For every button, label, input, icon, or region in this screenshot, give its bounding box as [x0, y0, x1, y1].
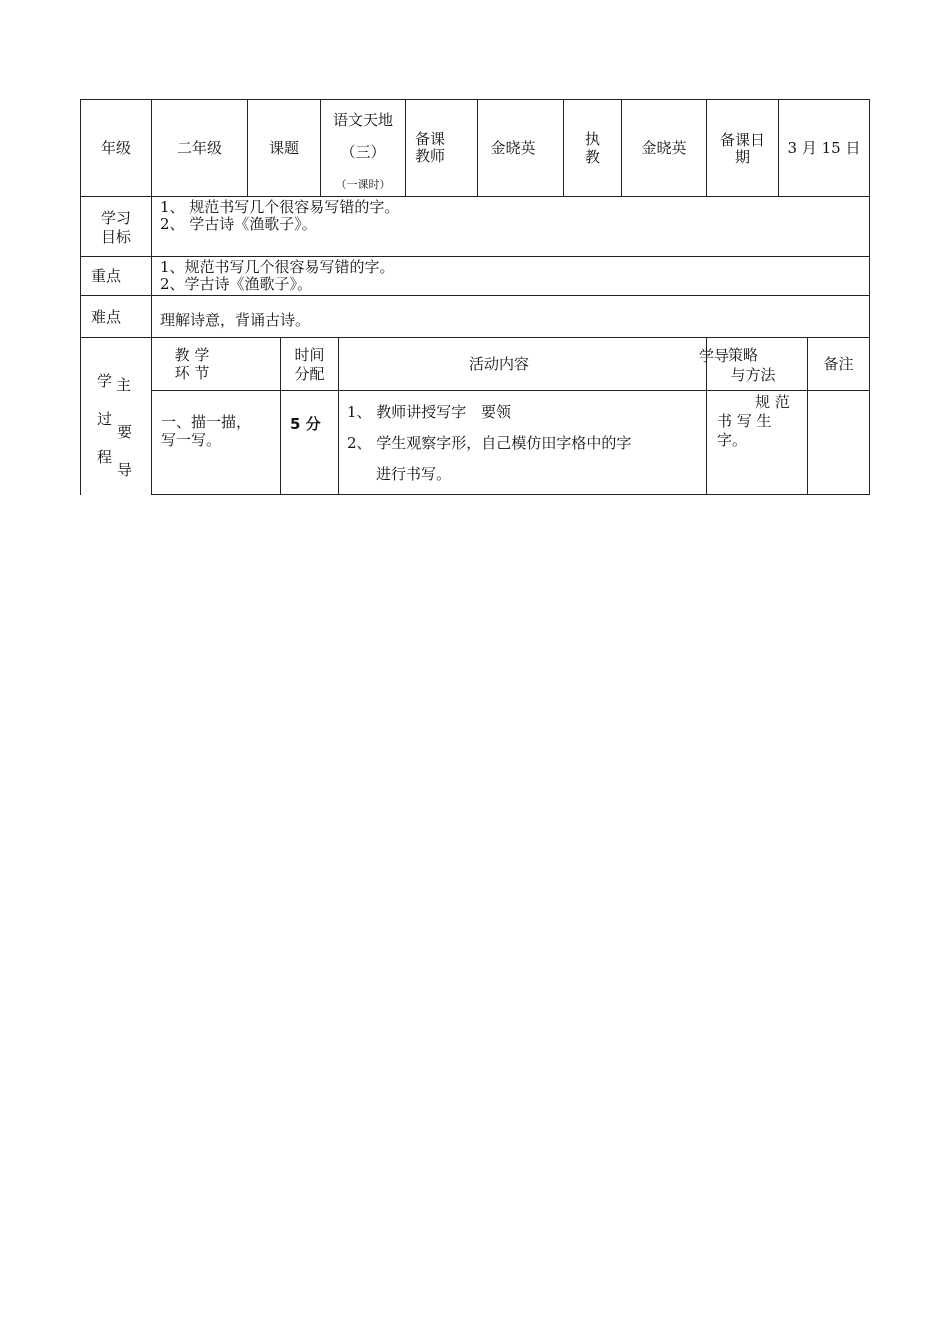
keypoint-item: 2、学古诗《渔歌子》。: [160, 275, 313, 293]
activity-item-continued: 进行书写。: [376, 465, 452, 483]
topic-lesson-count: （一课时）: [335, 178, 391, 191]
exec-teacher-label: 执: [584, 130, 600, 148]
time-header: 分配: [294, 365, 325, 383]
activity-item: 2、 学生观察字形，自己模仿田字格中的字: [347, 434, 632, 452]
prep-date-label: 备课日: [719, 131, 765, 149]
keypoints-label: 重点: [91, 267, 122, 285]
row-divider: [80, 337, 870, 338]
strategy-header: 与方法: [730, 366, 776, 384]
row-divider: [80, 196, 870, 197]
strategy-text: 字。: [717, 431, 748, 449]
process-side-char: 程: [97, 448, 113, 466]
goals-label: 学习: [100, 209, 131, 227]
table-border-top: [80, 99, 870, 100]
exec-teacher-label: 教: [584, 148, 600, 166]
stage-text: 写一写。: [161, 431, 222, 449]
time-header: 时间: [294, 346, 325, 364]
keypoint-item: 1、规范书写几个很容易写错的字。: [160, 258, 395, 276]
row-divider: [80, 295, 870, 296]
row-divider: [80, 256, 870, 257]
process-side-char: 要: [117, 423, 133, 441]
strategy-header: 策略: [728, 346, 759, 364]
prep-date-value: 3 月 15 日: [787, 139, 861, 157]
activity-header: 活动内容: [468, 355, 529, 373]
table-border-bottom: [151, 494, 870, 495]
exec-teacher-value: 金晓英: [641, 139, 687, 157]
process-side-char: 学: [97, 372, 113, 390]
goal-item: 1、 规范书写几个很容易写错的字。: [160, 198, 400, 216]
strategy-text: 规 范: [755, 393, 790, 411]
col-divider: [405, 99, 406, 196]
notes-header: 备注: [823, 355, 854, 373]
grade-value: 二年级: [176, 139, 222, 157]
process-side-char: 导: [117, 461, 133, 479]
topic-subtitle: （三）: [340, 143, 386, 161]
prep-date-label: 期: [734, 148, 750, 166]
activity-item: 1、 教师讲授写字: [347, 403, 467, 421]
prep-teacher-value: 金晓英: [490, 139, 536, 157]
stage-text: 一、描一描，: [161, 413, 252, 431]
difficulty-text: 理解诗意，背诵古诗。: [160, 311, 311, 329]
goals-label: 目标: [100, 228, 131, 246]
process-side-char: 过: [97, 410, 113, 428]
strategy-header: 学导: [699, 347, 730, 365]
stage-header: 环 节: [174, 364, 210, 382]
activity-item-tail: 要领: [481, 403, 512, 421]
stage-header: 教 学: [174, 346, 210, 364]
table-border-right: [869, 99, 870, 495]
process-side-char: 主: [116, 376, 132, 394]
table-border-left: [80, 99, 81, 495]
col-divider: [151, 99, 152, 495]
prep-teacher-label: 教师: [415, 147, 446, 165]
difficulty-label: 难点: [91, 308, 122, 326]
topic-title: 语文天地: [332, 111, 393, 129]
strategy-text: 书 写 生: [717, 412, 772, 430]
goal-item: 2、 学古诗《渔歌子》。: [160, 215, 317, 233]
topic-label: 课题: [268, 139, 299, 157]
time-value: 5 分: [290, 415, 321, 433]
prep-teacher-label: 备课: [415, 130, 446, 148]
row-divider: [151, 390, 870, 391]
grade-label: 年级: [100, 139, 131, 157]
